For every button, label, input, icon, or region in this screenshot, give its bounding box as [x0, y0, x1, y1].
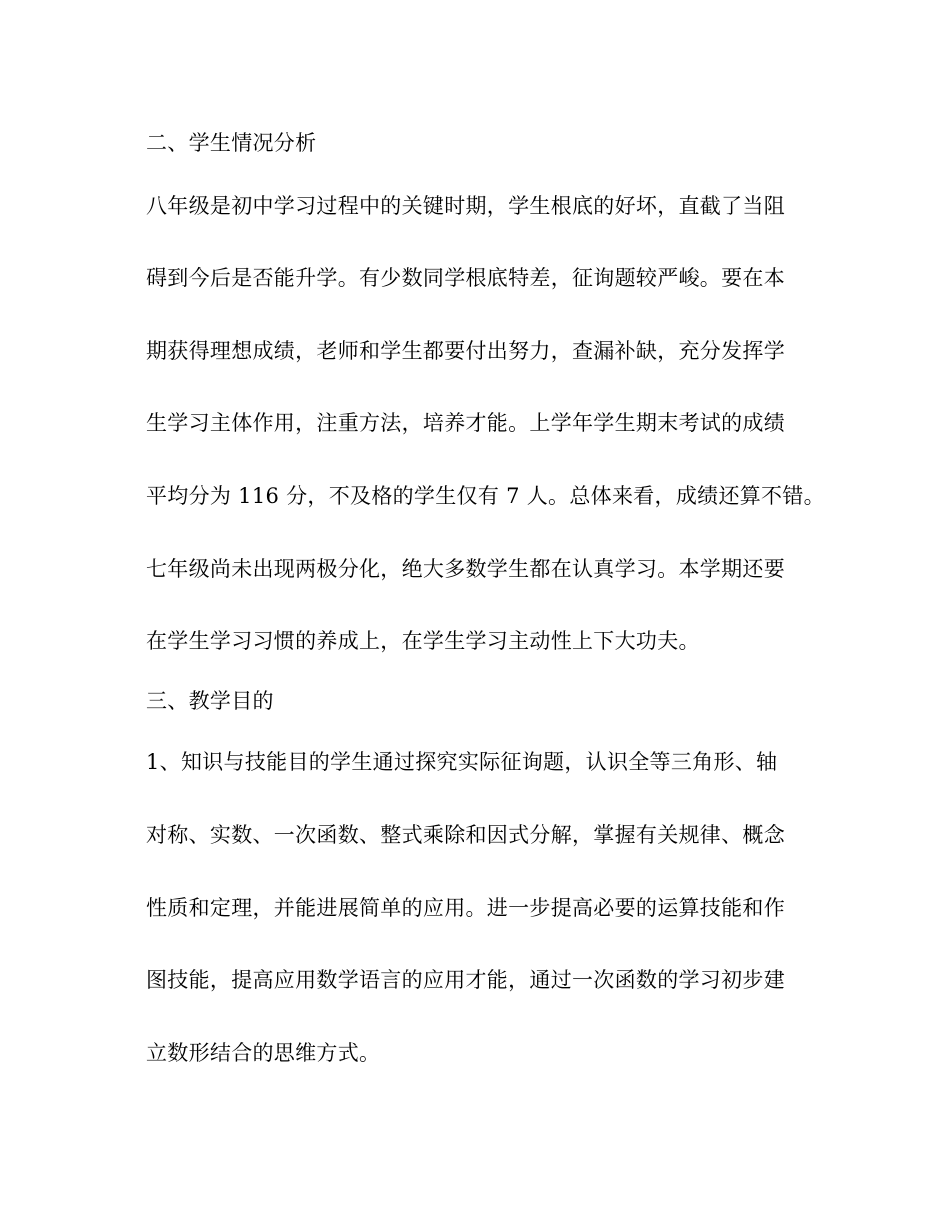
paragraph-line: 在学生学习习惯的养成上，在学生学习主动性上下大功夫。 — [146, 629, 700, 653]
paragraph-line: 七年级尚未出现两极分化，绝大多数学生都在认真学习。本学期还要 — [146, 557, 785, 581]
paragraph-line: 图技能，提高应用数学语言的应用才能，通过一次函数的学习初步建 — [146, 968, 785, 992]
paragraph-line: 性质和定理，并能进展简单的应用。进一步提高必要的运算技能和作 — [146, 896, 785, 920]
paragraph-line: 1、知识与技能目的学生通过探究实际征询题，认识全等三角形、轴 — [146, 750, 778, 774]
paragraph-line: 八年级是初中学习过程中的关键时期，学生根底的好坏，直截了当阻 — [146, 194, 785, 218]
paragraph-line: 期获得理想成绩，老师和学生都要付出努力，查漏补缺，充分发挥学 — [146, 339, 785, 363]
paragraph-line: 对称、实数、一次函数、整式乘除和因式分解，掌握有关规律、概念 — [146, 823, 785, 847]
section-heading: 二、学生情况分析 — [146, 131, 317, 155]
paragraph-line: 平均分为 116 分，不及格的学生仅有 7 人。总体来看，成绩还算不错。 — [146, 484, 825, 508]
paragraph-line: 生学习主体作用，注重方法，培养才能。上学年学生期末考试的成绩 — [146, 411, 785, 435]
section-heading: 三、教学目的 — [146, 689, 274, 713]
paragraph-line: 立数形结合的思维方式。 — [146, 1041, 381, 1065]
paragraph-line: 碍到今后是否能升学。有少数同学根底特差，征询题较严峻。要在本 — [146, 266, 785, 290]
